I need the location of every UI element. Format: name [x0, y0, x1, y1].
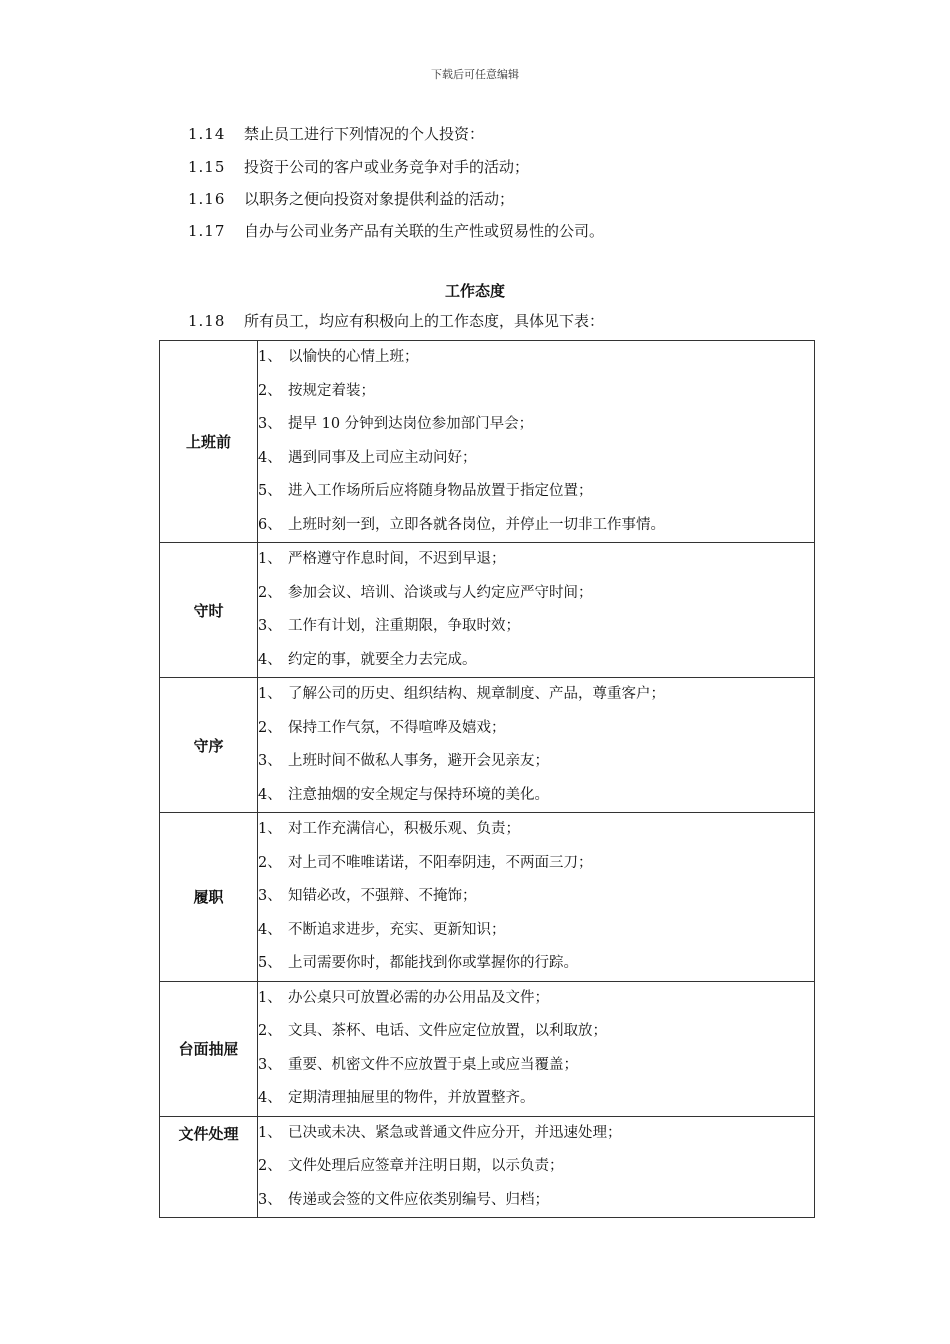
clause-1-14 — [188, 124, 484, 144]
rule-text: 文件处理后应签章并注明日期，以示负责； — [288, 1158, 564, 1174]
clause-1-17 — [188, 221, 604, 241]
rule-text: 文具、茶杯、电话、文件应定位放置，以利取放； — [288, 1023, 607, 1039]
clause-1-16 — [188, 189, 514, 209]
rule-number: 2、 — [258, 1023, 282, 1039]
rule-text: 重要、机密文件不应放置于桌上或应当覆盖； — [288, 1056, 578, 1073]
rule-item — [258, 1015, 814, 1049]
rule-number: 3、 — [258, 888, 282, 904]
rule-item — [258, 678, 814, 712]
rule-item — [258, 475, 814, 509]
rule-item — [258, 442, 814, 476]
clause-1-18 — [188, 311, 604, 331]
rule-text: 注意抽烟的安全规定与保持环境的美化。 — [288, 786, 549, 803]
rule-text: 知错必改，不强辩、不掩饰； — [288, 888, 477, 904]
rule-item — [258, 712, 814, 746]
rule-number: 2、 — [258, 719, 282, 736]
rule-number: 2、 — [258, 854, 282, 871]
rules-cell — [258, 341, 815, 543]
clause-text: 禁止员工进行下列情况的个人投资： — [244, 125, 485, 143]
table-row — [160, 543, 815, 678]
rule-item — [258, 1150, 814, 1184]
rule-number: 1、 — [258, 1124, 282, 1141]
rule-text: 工作有计划，注重期限，争取时效； — [288, 618, 520, 634]
rule-text: 已决或未决、紧急或普通文件应分开，并迅速处理； — [288, 1124, 622, 1141]
rule-item — [258, 982, 814, 1016]
clause-text: 自办与公司业务产品有关联的生产性或贸易性的公司。 — [244, 222, 605, 240]
clause-text: 投资于公司的客户或业务竞争对手的活动； — [244, 158, 530, 176]
rule-number: 1、 — [258, 551, 282, 567]
category-cell: 上班前 — [160, 341, 258, 543]
rule-number: 4、 — [258, 921, 282, 938]
rule-number: 3、 — [258, 753, 282, 769]
rule-text: 进入工作场所后应将随身物品放置于指定位置； — [288, 483, 593, 499]
rule-number: 1、 — [258, 349, 282, 365]
work-attitude-table — [159, 340, 815, 1218]
clause-number: 1.15 — [188, 158, 226, 176]
page-header: 下载后可任意编辑 — [431, 68, 519, 81]
rules-cell — [258, 981, 815, 1116]
rule-text: 不断追求进步，充实、更新知识； — [288, 921, 506, 938]
rule-number: 3、 — [258, 1056, 282, 1073]
rule-text: 上班时刻一到，立即各就各岗位，并停止一切非工作事情。 — [288, 516, 665, 533]
rule-number: 6、 — [258, 516, 282, 533]
rule-item — [258, 880, 814, 914]
category-cell: 履职 — [160, 813, 258, 982]
rule-number: 2、 — [258, 584, 282, 601]
rule-item — [258, 610, 814, 644]
rule-item — [258, 914, 814, 948]
clause-1-15 — [188, 157, 529, 177]
rule-text: 办公桌只可放置必需的办公用品及文件； — [288, 989, 549, 1006]
table-row — [160, 981, 815, 1116]
rule-number: 4、 — [258, 1090, 282, 1106]
table-row — [160, 813, 815, 982]
rule-item — [258, 543, 814, 577]
rule-text: 定期清理抽屉里的物件，并放置整齐。 — [288, 1090, 535, 1106]
rule-item — [258, 1184, 814, 1218]
rule-item — [258, 947, 814, 981]
rule-item — [258, 1117, 814, 1151]
rule-text: 对上司不唯唯诺诺，不阳奉阴违，不两面三刀； — [288, 854, 593, 871]
rule-number: 4、 — [258, 651, 282, 668]
category-cell: 文件处理 — [160, 1116, 258, 1218]
rule-item — [258, 779, 814, 813]
rule-item — [258, 847, 814, 881]
rules-cell — [258, 1116, 815, 1218]
rule-text: 参加会议、培训、洽谈或与人约定应严守时间； — [288, 584, 593, 601]
rule-item — [258, 1082, 814, 1116]
table-row — [160, 341, 815, 543]
rule-number: 3、 — [258, 416, 282, 432]
section-title: 工作态度 — [444, 282, 505, 300]
rules-cell — [258, 813, 815, 982]
rule-text: 遇到同事及上司应主动问好； — [288, 449, 477, 466]
rule-number: 5、 — [258, 955, 282, 971]
rule-text: 以愉快的心情上班； — [288, 349, 419, 365]
rule-item — [258, 813, 814, 847]
rule-number: 3、 — [258, 1191, 282, 1208]
table-row — [160, 678, 815, 813]
category-cell: 守时 — [160, 543, 258, 678]
rule-item — [258, 1049, 814, 1083]
clause-number: 1.18 — [188, 312, 226, 330]
table-row — [160, 1116, 815, 1218]
rule-number: 4、 — [258, 449, 282, 466]
clause-number: 1.16 — [188, 190, 226, 208]
rule-text: 保持工作气氛，不得喧哗及嬉戏； — [288, 719, 506, 736]
rule-text: 按规定着装； — [288, 382, 375, 399]
rules-cell — [258, 543, 815, 678]
rule-item — [258, 644, 814, 678]
rule-number: 1、 — [258, 686, 282, 702]
rule-text: 严格遵守作息时间，不迟到早退； — [288, 551, 506, 567]
rule-text: 提早 10 分钟到达岗位参加部门早会； — [288, 416, 534, 432]
rule-text: 对工作充满信心，积极乐观、负责； — [288, 821, 520, 837]
rule-number: 5、 — [258, 483, 282, 499]
clause-text: 所有员工，均应有积极向上的工作态度，具体见下表： — [244, 312, 605, 330]
rule-item — [258, 577, 814, 611]
rule-text: 了解公司的历史、组织结构、规章制度、产品，尊重客户； — [288, 686, 665, 702]
clause-number: 1.17 — [188, 222, 226, 240]
rule-number: 2、 — [258, 1158, 282, 1174]
rule-text: 传递或会签的文件应依类别编号、归档； — [288, 1191, 549, 1208]
rule-number: 3、 — [258, 618, 282, 634]
rule-number: 1、 — [258, 821, 282, 837]
category-cell: 台面抽屉 — [160, 981, 258, 1116]
rule-item — [258, 341, 814, 375]
rule-text: 上班时间不做私人事务，避开会见亲友； — [288, 753, 549, 769]
rule-item — [258, 745, 814, 779]
rule-item — [258, 408, 814, 442]
rule-text: 上司需要你时，都能找到你或掌握你的行踪。 — [288, 955, 578, 971]
rule-number: 4、 — [258, 786, 282, 803]
rule-item — [258, 375, 814, 409]
rule-number: 1、 — [258, 989, 282, 1006]
rules-cell — [258, 678, 815, 813]
clause-number: 1.14 — [188, 125, 226, 143]
rule-item — [258, 509, 814, 543]
category-cell: 守序 — [160, 678, 258, 813]
clause-text: 以职务之便向投资对象提供利益的活动； — [244, 190, 515, 208]
rule-text: 约定的事，就要全力去完成。 — [288, 651, 477, 668]
rule-number: 2、 — [258, 382, 282, 399]
